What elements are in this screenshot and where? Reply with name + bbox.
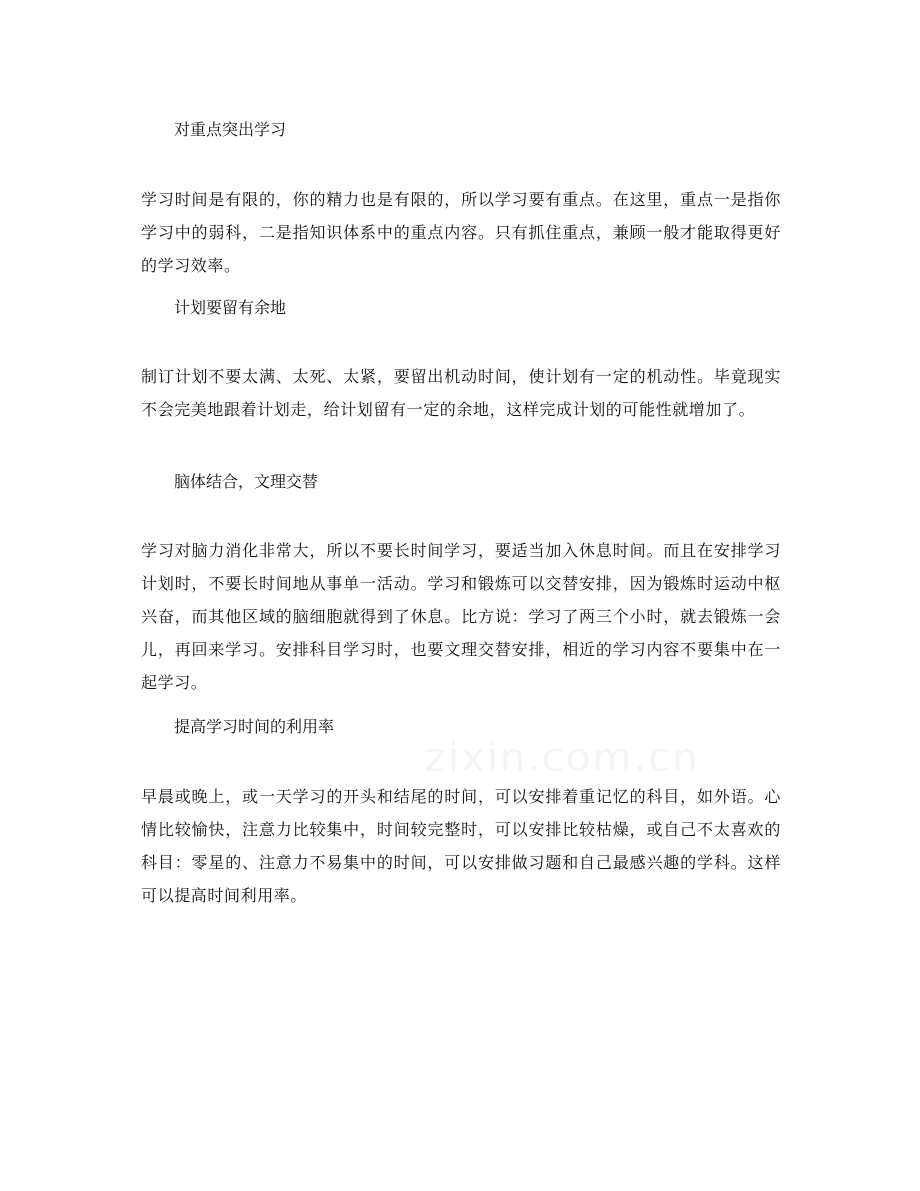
section-heading-3: 脑体结合，文理交替 [174, 472, 319, 491]
section-paragraph-1: 学习时间是有限的，你的精力也是有限的，所以学习要有重点。在这里，重点一是指你学习中的弱科，二是指知识体系中的重点内容。只有抓住重点，兼顾一般才能取得更好的学习效率。 [141, 190, 781, 275]
section-heading-1: 对重点突出学习 [174, 120, 287, 139]
section-paragraph-4: 早晨或晚上，或一天学习的开头和结尾的时间，可以安排着重记忆的科目，如外语。心情比较愉快，注意力比较集中，时间较完整时，可以安排比较枯燥，或自己不太喜欢的科目：零星的、注意力不易集中的时间，可以安排做习题和自己最感兴趣的学科。这样可以提高时间利用率。 [141, 787, 781, 905]
section-heading-4: 提高学习时间的利用率 [174, 717, 335, 736]
watermark [425, 736, 699, 780]
section-paragraph-3: 学习对脑力消化非常大，所以不要长时间学习，要适当加入休息时间。而且在安排学习计划时，不要长时间地从事单一活动。学习和锻炼可以交替安排，因为锻炼时运动中枢兴奋，而其他区域的脑细胞就得到了休息。比方说：学习了两三个小时，就去锻炼一会儿，再回来学习。安排科目学习时，也要文理交替安排，相近的学习内容不要集中在一起学习。 [141, 541, 781, 692]
section-heading-2: 计划要留有余地 [174, 298, 287, 317]
section-paragraph-2: 制订计划不要太满、太死、太紧，要留出机动时间，使计划有一定的机动性。毕竟现实不会完美地跟着计划走，给计划留有一定的余地，这样完成计划的可能性就增加了。 [141, 367, 781, 419]
